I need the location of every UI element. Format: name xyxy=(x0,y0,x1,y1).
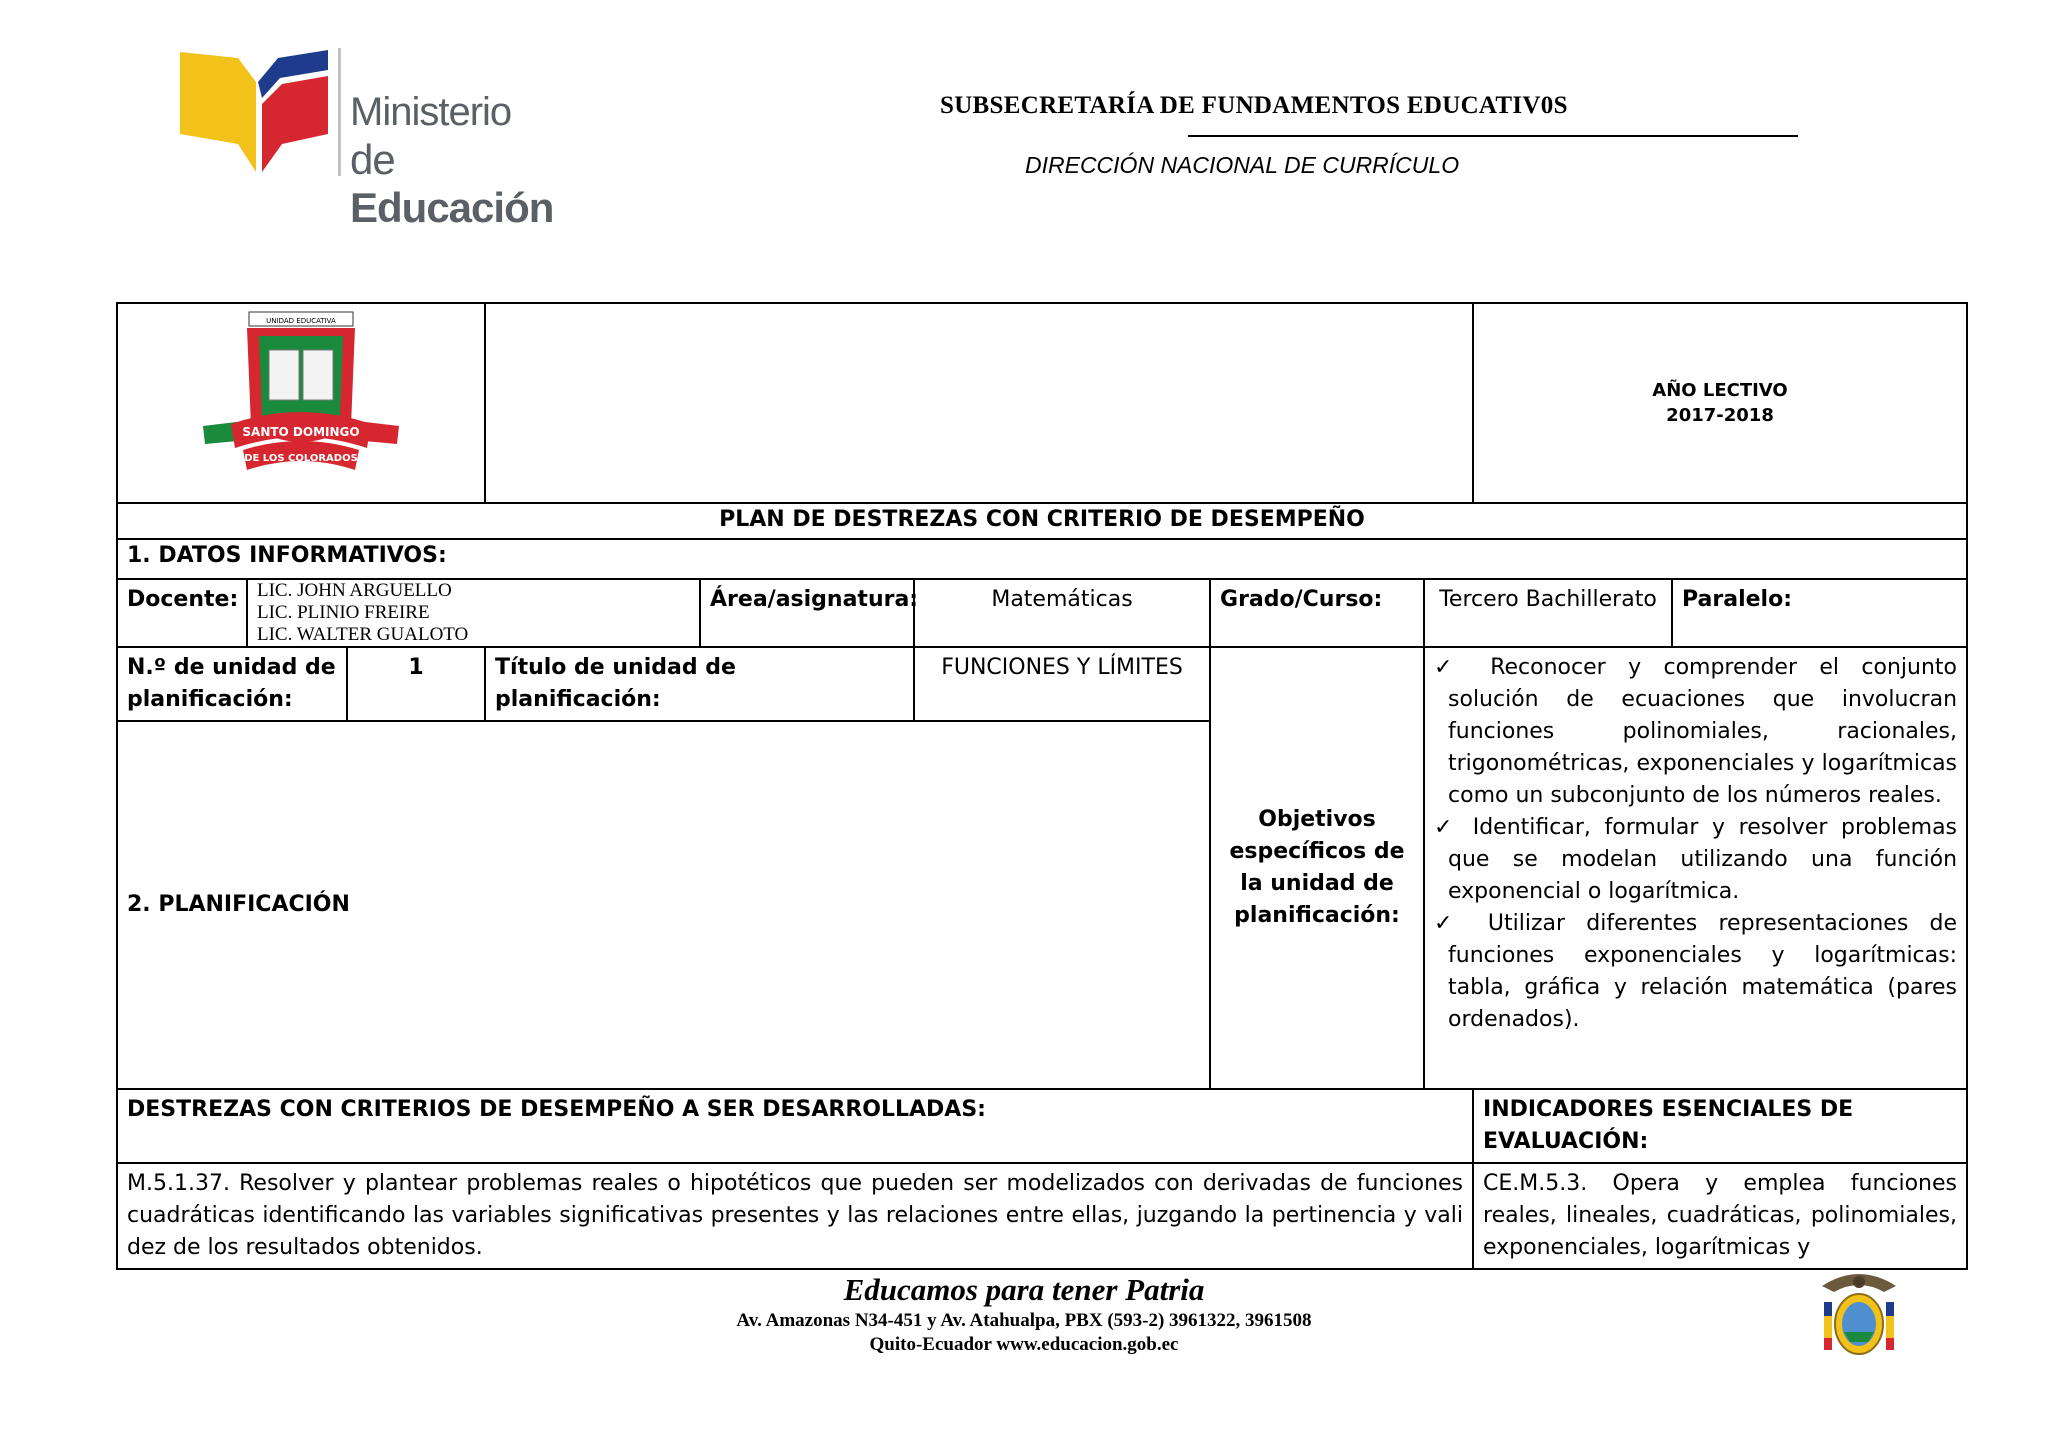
footer-address: Av. Amazonas N34-451 y Av. Atahualpa, PBX (593-2) 3961322, 3961508 xyxy=(736,1310,1312,1331)
indicador-text: CE.M.5.3. Opera y emplea funciones reales, lineales, cuadráticas, polinomiales, exponenciales, logarítmicas y xyxy=(1473,1163,1967,1269)
objetivos-list xyxy=(1424,647,1967,1089)
planning-table xyxy=(116,302,1968,1270)
objetivo-2: ✓ Identificar, formular y resolver problemas que se modelan utilizando una función exponencial o logarítmica. xyxy=(1434,815,1958,904)
unidad-value: 1 xyxy=(347,647,485,721)
year-label: AÑO LECTIVO xyxy=(1652,380,1788,401)
header-divider xyxy=(1188,135,1798,137)
docente-2: LIC. PLINIO FREIRE xyxy=(257,602,430,623)
section-datos: 1. DATOS INFORMATIVOS: xyxy=(117,539,1967,579)
plan-title: PLAN DE DESTREZAS CON CRITERIO DE DESEMPEÑO xyxy=(117,503,1967,539)
objetivo-3: ✓ Utilizar diferentes representaciones de funciones exponenciales y logarítmicas: tabla, gráfica y relación matemática (pares ordenados). xyxy=(1434,911,1958,1032)
docente-values xyxy=(247,579,700,647)
academic-year-cell xyxy=(1473,303,1967,503)
titulo-label: Título de unidad de planificación: xyxy=(485,647,914,721)
year-value: 2017-2018 xyxy=(1666,405,1774,426)
school-shield-icon xyxy=(201,308,401,488)
docente-1: LIC. JOHN ARGUELLO xyxy=(257,580,452,601)
svg-text:SANTO DOMINGO: SANTO DOMINGO xyxy=(242,425,360,439)
svg-text:DE LOS COLORADOS: DE LOS COLORADOS xyxy=(244,453,358,464)
paralelo-cell xyxy=(1672,579,1967,647)
school-logo-cell xyxy=(117,303,485,503)
unidad-label: N.º de unidad de planificación: xyxy=(117,647,347,721)
footer-city: Quito-Ecuador www.educacion.gob.ec xyxy=(869,1334,1179,1355)
destreza-text: M.5.1.37. Resolver y plantear problemas reales o hipotéticos que pueden ser modelizados con derivadas de funciones cuadráticas identificando las variables significativas presentes y las relaciones entre ellas, juzgando la pertinencia y vali dez de los resultados obtenidos. xyxy=(117,1163,1473,1269)
ministerio-book-icon xyxy=(178,48,348,178)
section-planificacion: 2. PLANIFICACIÓN xyxy=(117,721,1210,1089)
destrezas-label: DESTREZAS CON CRITERIOS DE DESEMPEÑO A SER DESARROLLADAS: xyxy=(117,1089,1473,1163)
area-label: Área/asignatura: xyxy=(700,579,914,647)
ecuador-coat-of-arms-icon xyxy=(1818,1268,1900,1368)
paralelo-label: Paralelo: xyxy=(1682,587,1793,612)
docente-3: LIC. WALTER GUALOTO xyxy=(257,624,469,645)
logo-line1: Ministerio xyxy=(350,90,512,134)
indicadores-label: INDICADORES ESENCIALES DE EVALUACIÓN: xyxy=(1473,1089,1967,1163)
logo-line2: de Educación xyxy=(350,136,554,231)
header-subtitle: DIRECCIÓN NACIONAL DE CURRÍCULO xyxy=(1025,152,1460,178)
header-title: SUBSECRETARÍA DE FUNDAMENTOS EDUCATIV0S xyxy=(940,92,1568,119)
titulo-value: FUNCIONES Y LÍMITES xyxy=(914,647,1210,721)
objetivo-1: ✓ Reconocer y comprender el conjunto solución de ecuaciones que involucran funciones polinomiales, racionales, trigonométricas, exponenciales y logarítmicas como un subconjunto de los números reales. xyxy=(1434,655,1958,808)
docente-label: Docente: xyxy=(117,579,247,647)
ministerio-logo xyxy=(178,48,598,231)
header-empty-cell xyxy=(485,303,1473,503)
objetivos-label: Objetivos específicos de la unidad de planificación: xyxy=(1210,647,1424,1089)
svg-text:UNIDAD EDUCATIVA: UNIDAD EDUCATIVA xyxy=(266,317,336,325)
area-value: Matemáticas xyxy=(914,579,1210,647)
grado-value: Tercero Bachillerato xyxy=(1424,579,1672,647)
grado-label: Grado/Curso: xyxy=(1210,579,1424,647)
footer-slogan: Educamos para tener Patria xyxy=(843,1272,1205,1307)
